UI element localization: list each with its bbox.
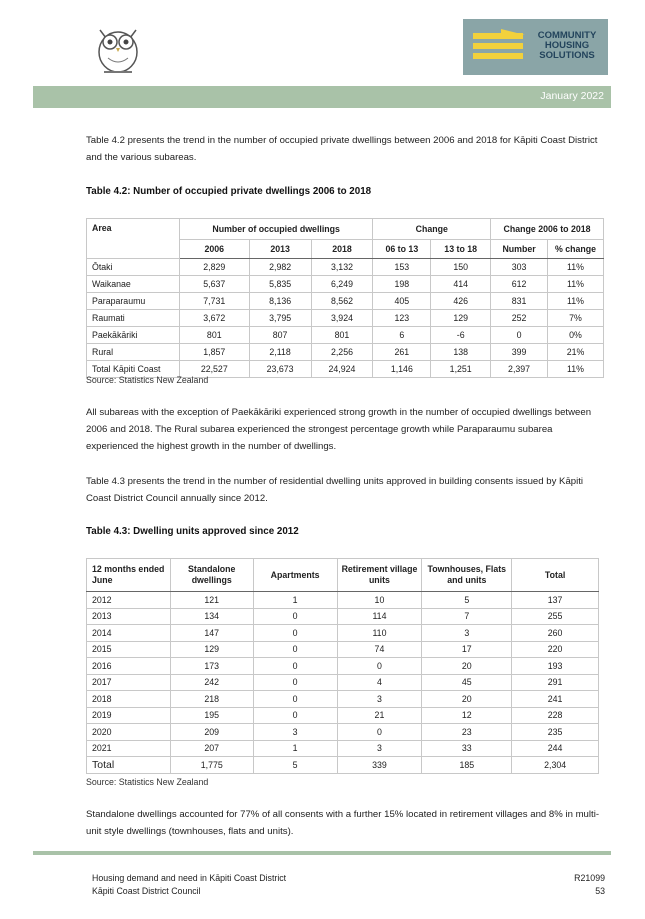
total-cell: 185 <box>422 757 512 774</box>
table-cell: 255 <box>512 608 599 625</box>
logo-line-3: SOLUTIONS <box>539 50 595 61</box>
table-cell: Paraparaumu <box>87 293 180 310</box>
table-cell: 110 <box>337 625 422 642</box>
table-cell: 228 <box>512 707 599 724</box>
table-cell: 134 <box>170 608 253 625</box>
table-cell: 0 <box>253 707 337 724</box>
paragraph-2: All subareas with the exception of Paekākāriki experienced strong growth in the number of occupied dwellings between 2006 and 2018. The Rural subarea experienced the strongest percentage growth while Paraparaumu subarea experienced the highest growth in the number of dwellings. <box>86 407 592 452</box>
table-cell: 138 <box>431 344 491 361</box>
col-total: Total <box>512 559 599 592</box>
paragraph-3: Table 4.3 presents the trend in the number of residential dwelling units approved in building consents issued by Kāpiti Coast District Council annually since 2012. <box>86 476 584 504</box>
table-cell: 2015 <box>87 641 171 658</box>
footer-left <box>92 872 286 898</box>
table-cell: 147 <box>170 625 253 642</box>
table-row <box>87 674 599 691</box>
table-cell: 2018 <box>87 691 171 708</box>
col-2006: 2006 <box>179 240 249 259</box>
table-cell: 414 <box>431 276 491 293</box>
table-cell: 74 <box>337 641 422 658</box>
table-cell: 242 <box>170 674 253 691</box>
table-cell: 4 <box>337 674 422 691</box>
table-cell: Total Kāpiti Coast <box>87 361 180 378</box>
table-cell: Raumati <box>87 310 180 327</box>
table-cell: Ōtaki <box>87 259 180 276</box>
footer-council: Kāpiti Coast District Council <box>92 886 201 896</box>
table-cell: 1,857 <box>179 344 249 361</box>
col-pct-change: % change <box>548 240 604 259</box>
table-cell: 2,982 <box>249 259 311 276</box>
table-cell: 137 <box>512 592 599 609</box>
table-cell: 209 <box>170 724 253 741</box>
col-13-18: 13 to 18 <box>431 240 491 259</box>
footer-rule <box>33 851 611 855</box>
total-cell: 339 <box>337 757 422 774</box>
table-cell: 3 <box>337 691 422 708</box>
table-cell: 3,132 <box>311 259 373 276</box>
table-cell: Waikanae <box>87 276 180 293</box>
table-cell: 3,795 <box>249 310 311 327</box>
table-cell: 129 <box>431 310 491 327</box>
community-housing-solutions-logo <box>463 19 608 75</box>
table-cell: 235 <box>512 724 599 741</box>
table-cell: 0 <box>253 691 337 708</box>
table-cell: 195 <box>170 707 253 724</box>
intro-paragraph: Table 4.2 presents the trend in the number of occupied private dwellings between 2006 and 2018 for Kāpiti Coast District and the various subareas. <box>86 135 598 163</box>
table-4-3-caption: Table 4.3: Dwelling units approved since 2012 <box>86 526 299 537</box>
table-cell: 5,835 <box>249 276 311 293</box>
table-cell: 0 <box>337 658 422 675</box>
col-area: Area <box>87 219 180 259</box>
table-4-3-source: Source: Statistics New Zealand <box>86 777 209 787</box>
table-cell: 3 <box>422 625 512 642</box>
table-cell: 7,731 <box>179 293 249 310</box>
table-cell: 153 <box>373 259 431 276</box>
table-cell: 807 <box>249 327 311 344</box>
table-cell: 24,924 <box>311 361 373 378</box>
table-cell: 2020 <box>87 724 171 741</box>
table-row <box>87 293 604 310</box>
footer-report-code: R21099 <box>574 873 605 883</box>
table-cell: 426 <box>431 293 491 310</box>
total-cell: 5 <box>253 757 337 774</box>
table-cell: 129 <box>170 641 253 658</box>
table-cell: 612 <box>491 276 548 293</box>
table-cell: 0 <box>253 641 337 658</box>
table-cell: 241 <box>512 691 599 708</box>
table-cell: 12 <box>422 707 512 724</box>
table-row <box>87 658 599 675</box>
total-cell: 1,775 <box>170 757 253 774</box>
table-row <box>87 592 599 609</box>
table-cell: 20 <box>422 658 512 675</box>
table-cell: 20 <box>422 691 512 708</box>
table-cell: 7 <box>422 608 512 625</box>
table-cell: 220 <box>512 641 599 658</box>
report-date: January 2022 <box>540 90 604 102</box>
table-cell: 173 <box>170 658 253 675</box>
table-cell: 0% <box>548 327 604 344</box>
table-cell: 11% <box>548 361 604 378</box>
table-row <box>87 608 599 625</box>
table-cell: 2019 <box>87 707 171 724</box>
table-cell: 0 <box>253 625 337 642</box>
total-cell: 2,304 <box>512 757 599 774</box>
table-cell: 23 <box>422 724 512 741</box>
table-cell: 2014 <box>87 625 171 642</box>
table-cell: 22,527 <box>179 361 249 378</box>
table-total-row <box>87 757 599 774</box>
col-townhouses: Townhouses, Flats and units <box>422 559 512 592</box>
table-cell: 8,562 <box>311 293 373 310</box>
table-cell: 0 <box>491 327 548 344</box>
table-cell: 6,249 <box>311 276 373 293</box>
table-cell: 114 <box>337 608 422 625</box>
table-cell: 218 <box>170 691 253 708</box>
col-number: Number <box>491 240 548 259</box>
footer-page-number: 53 <box>595 886 605 896</box>
table-cell: 33 <box>422 740 512 757</box>
paragraph-4: Standalone dwellings accounted for 77% of all consents with a further 15% located in retirement villages and 8% in multi-unit style dwellings (townhouses, flats and units). <box>86 809 600 837</box>
group-change-2006-2018: Change 2006 to 2018 <box>491 219 604 240</box>
table-cell: 0 <box>253 608 337 625</box>
col-2018: 2018 <box>311 240 373 259</box>
table-cell: 11% <box>548 276 604 293</box>
table-cell: 21 <box>337 707 422 724</box>
table-cell: 5,637 <box>179 276 249 293</box>
table-cell: 399 <box>491 344 548 361</box>
table-cell: Paekākāriki <box>87 327 180 344</box>
table-cell: 45 <box>422 674 512 691</box>
table-cell: 3,924 <box>311 310 373 327</box>
table-cell: 123 <box>373 310 431 327</box>
table-cell: 207 <box>170 740 253 757</box>
table-cell: 198 <box>373 276 431 293</box>
table-cell: 7% <box>548 310 604 327</box>
table-cell: 252 <box>491 310 548 327</box>
table-4-2 <box>86 218 604 378</box>
table-cell: 2,118 <box>249 344 311 361</box>
table-row <box>87 276 604 293</box>
table-row <box>87 740 599 757</box>
table-cell: 2,397 <box>491 361 548 378</box>
table-cell: 3 <box>253 724 337 741</box>
table-cell: 3 <box>337 740 422 757</box>
table-cell: 21% <box>548 344 604 361</box>
table-4-2-caption: Table 4.2: Number of occupied private dwellings 2006 to 2018 <box>86 186 372 197</box>
table-cell: 0 <box>253 658 337 675</box>
table-cell: 831 <box>491 293 548 310</box>
footer-report-title: Housing demand and need in Kāpiti Coast District <box>92 873 287 883</box>
table-cell: 2,256 <box>311 344 373 361</box>
table-cell: 261 <box>373 344 431 361</box>
table-row <box>87 625 599 642</box>
table-cell: 150 <box>431 259 491 276</box>
table-cell: 193 <box>512 658 599 675</box>
col-standalone: Standalone dwellings <box>170 559 253 592</box>
table-cell: 801 <box>311 327 373 344</box>
table-cell: 1,146 <box>373 361 431 378</box>
table-row <box>87 344 604 361</box>
table-cell: 2021 <box>87 740 171 757</box>
logo-line-2: HOUSING <box>544 40 590 51</box>
table-cell: 11% <box>548 293 604 310</box>
table-cell: 121 <box>170 592 253 609</box>
table-row <box>87 641 599 658</box>
owl-logo <box>90 16 146 76</box>
table-cell: 1 <box>253 592 337 609</box>
logo-line-1: COMMUNITY <box>537 30 597 41</box>
table-cell: 2017 <box>87 674 171 691</box>
table-cell: 260 <box>512 625 599 642</box>
table-cell: 2012 <box>87 592 171 609</box>
table-cell: -6 <box>431 327 491 344</box>
table-cell: 303 <box>491 259 548 276</box>
col-12-months: 12 months ended June <box>87 559 171 592</box>
table-row <box>87 691 599 708</box>
footer-right <box>574 872 605 898</box>
table-cell: 23,673 <box>249 361 311 378</box>
table-cell: 1 <box>253 740 337 757</box>
table-cell: 2013 <box>87 608 171 625</box>
table-cell: 5 <box>422 592 512 609</box>
table-row <box>87 310 604 327</box>
table-cell: 2,829 <box>179 259 249 276</box>
table-cell: 291 <box>512 674 599 691</box>
table-row <box>87 707 599 724</box>
table-cell: 17 <box>422 641 512 658</box>
table-cell: Rural <box>87 344 180 361</box>
table-cell: 244 <box>512 740 599 757</box>
table-row <box>87 724 599 741</box>
table-cell: 405 <box>373 293 431 310</box>
total-cell: Total <box>87 757 171 774</box>
table-cell: 3,672 <box>179 310 249 327</box>
group-change: Change <box>373 219 491 240</box>
col-apartments: Apartments <box>253 559 337 592</box>
group-dwellings: Number of occupied dwellings <box>179 219 373 240</box>
table-cell: 10 <box>337 592 422 609</box>
table-cell: 8,136 <box>249 293 311 310</box>
table-cell: 2016 <box>87 658 171 675</box>
table-cell: 801 <box>179 327 249 344</box>
col-retirement: Retirement village units <box>337 559 422 592</box>
table-cell: 0 <box>337 724 422 741</box>
col-2013: 2013 <box>249 240 311 259</box>
table-4-2-source: Source: Statistics New Zealand <box>86 375 209 385</box>
table-cell: 11% <box>548 259 604 276</box>
table-4-3 <box>86 558 599 774</box>
col-06-13: 06 to 13 <box>373 240 431 259</box>
table-row <box>87 327 604 344</box>
header-band <box>33 86 611 108</box>
table-row <box>87 259 604 276</box>
table-cell: 0 <box>253 674 337 691</box>
table-cell: 1,251 <box>431 361 491 378</box>
table-cell: 6 <box>373 327 431 344</box>
